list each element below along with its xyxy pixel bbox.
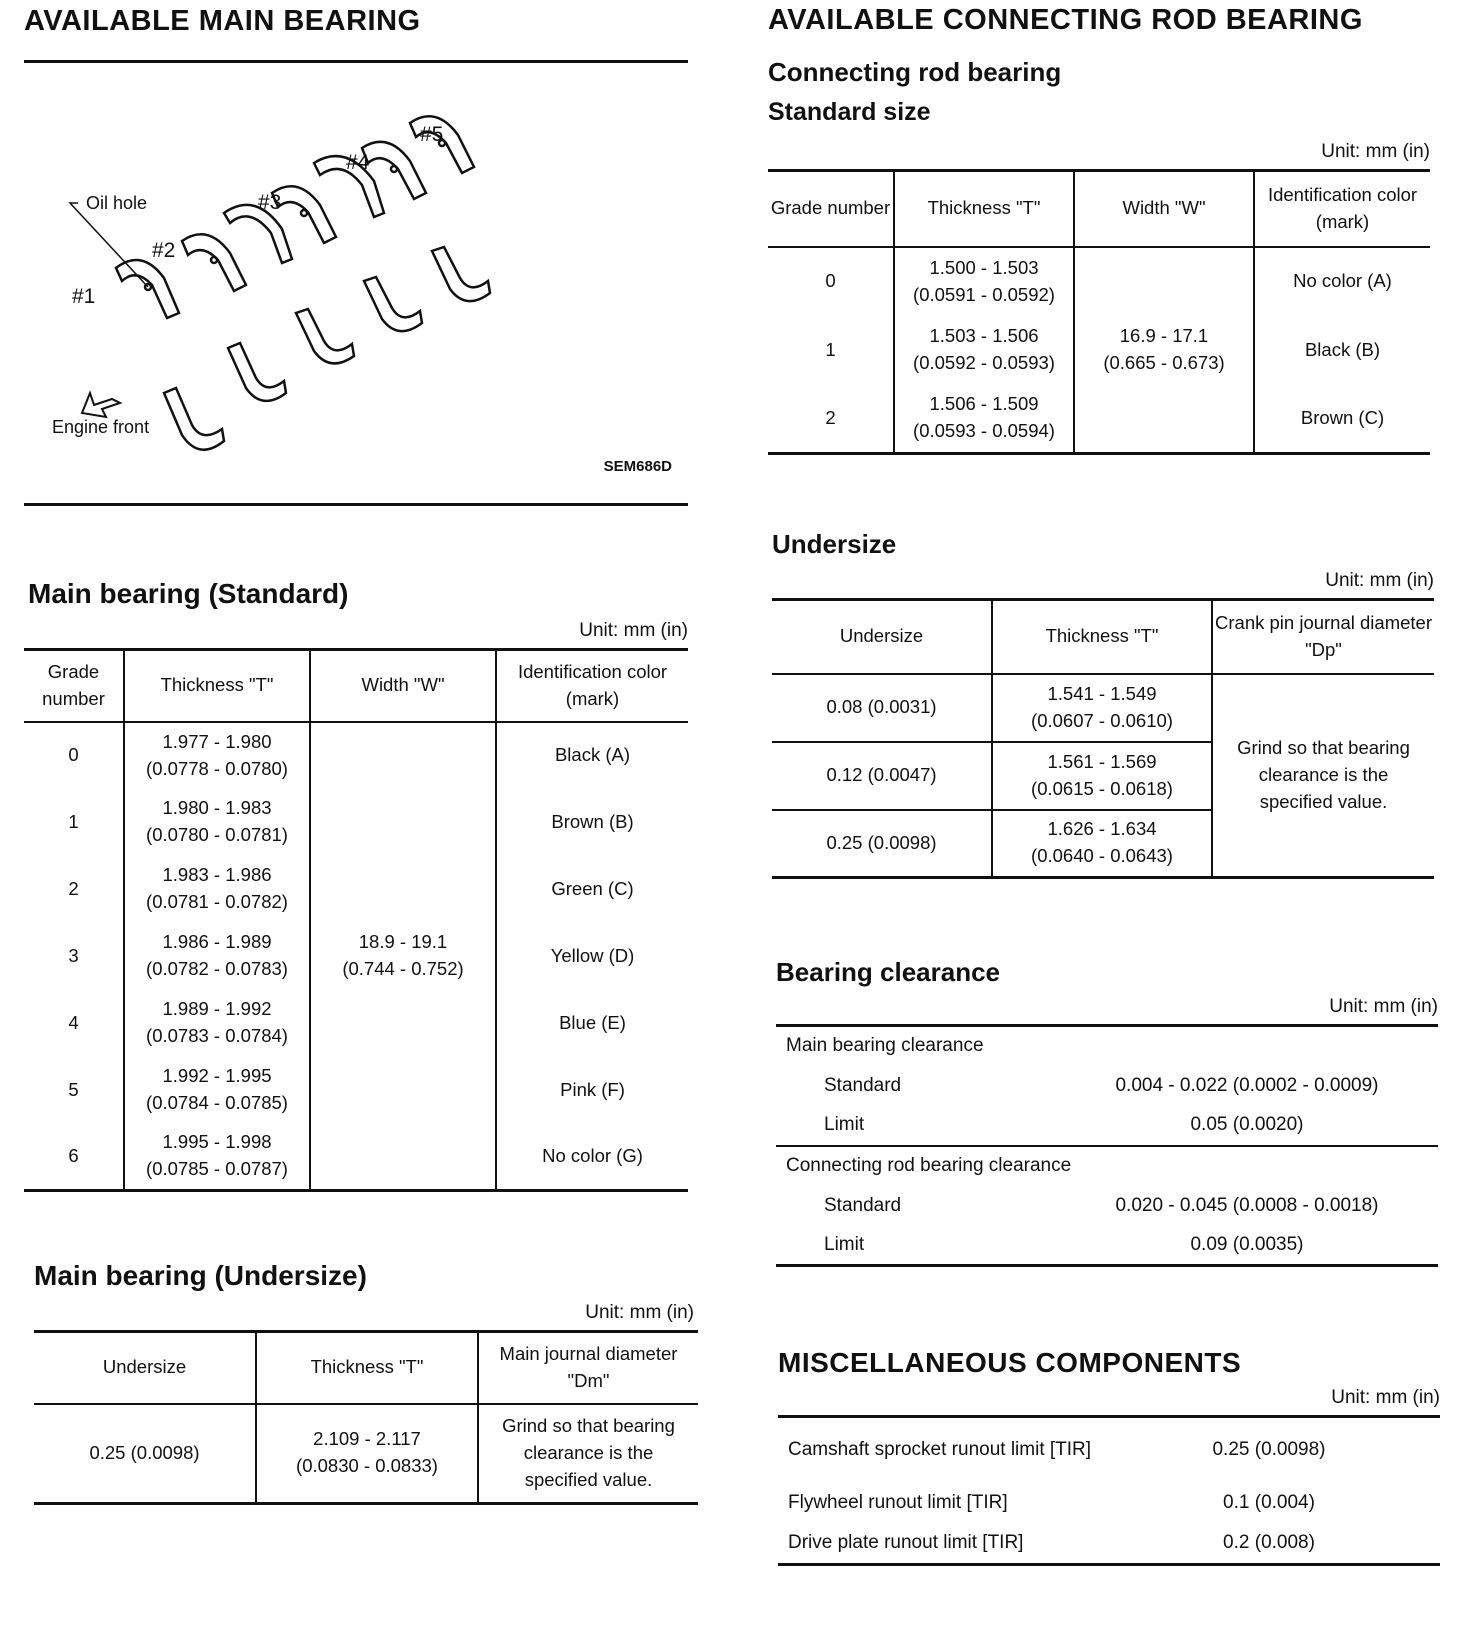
thickness-in: (0.0783 - 0.0784) [146,1025,288,1046]
col-header: Undersize [102,1356,187,1378]
thickness-in: (0.0607 - 0.0610) [1031,709,1173,731]
thickness-mm: 1.995 - 1.998 [162,1131,272,1153]
grade-cell: 1 [825,338,836,360]
undersize-cell: 0.25 (0.0098) [826,831,937,853]
row-value: 0.020 - 0.045 (0.0008 - 0.0018) [1115,1194,1379,1216]
col-header: Thickness "T" [894,171,1074,247]
color-cell: Blue (E) [496,990,688,1057]
conrod-std-table [768,169,1430,455]
main-std-table [24,648,688,1192]
misc-title: MISCELLANEOUS COMPONENTS [778,1347,1242,1378]
thickness-mm: 1.992 - 1.995 [162,1065,272,1087]
color-cell: Pink (F) [496,1057,688,1124]
color-cell: Black (B) [1254,316,1430,385]
table-row [778,1417,1440,1483]
thickness-in: (0.0782 - 0.0783) [146,958,288,979]
col-header: Undersize [839,625,924,647]
table-row [776,1146,1438,1186]
bearing-label-4: #4 [346,151,370,174]
undersize-cell: 0.12 (0.0047) [826,764,937,786]
engine-front-label: Engine front [52,417,150,437]
color-cell: Black (A) [496,722,688,789]
table-row [768,247,1430,316]
grade-cell: 0 [68,744,79,766]
lower-bearing-2 [228,343,286,401]
note-cell: Grind so that bearing clearance is the specified value. [1212,674,1434,878]
table-row [772,674,1434,742]
table-row [776,1066,1438,1106]
bearing-figure [24,63,688,503]
upper-bearing-4 [272,186,336,243]
unit-label: Unit: mm (in) [579,620,688,641]
col-header: Thickness "T" [256,1332,478,1404]
conrod-subtitle: Connecting rod bearing [768,57,1062,87]
thickness-in: (0.0784 - 0.0785) [146,1092,288,1113]
main-under-title: Main bearing (Undersize) [34,1260,367,1291]
rod-clearance-label: Connecting rod bearing clearance [786,1155,1072,1177]
row-label: Camshaft sprocket runout limit [TIR] [788,1439,1092,1461]
row-value: 0.2 (0.008) [1223,1531,1315,1553]
col-header: Width "W" [1074,171,1254,247]
grade-cell: 1 [68,810,79,832]
grade-cell: 3 [68,944,79,966]
col-header: Thickness "T" [992,600,1212,674]
table-row [776,1026,1438,1066]
row-value: 0.004 - 0.022 (0.0002 - 0.0009) [1115,1074,1379,1096]
color-cell: Brown (C) [1254,385,1430,454]
grade-cell: 0 [825,270,836,292]
thickness-mm: 1.561 - 1.569 [1047,750,1157,772]
oil-hole-leader [70,203,148,287]
table-row [34,1404,698,1504]
engine-front-arrow [82,393,120,417]
undersize-title: Undersize [772,529,897,559]
thickness-in: (0.0592 - 0.0593) [913,352,1055,373]
col-header: Identification color (mark) [1254,171,1430,247]
thickness-in: (0.0830 - 0.0833) [296,1455,438,1477]
unit-label: Unit: mm (in) [1329,996,1438,1017]
grade-cell: 4 [68,1011,79,1033]
table-row [776,1226,1438,1266]
table-row [776,1106,1438,1146]
width-in: (0.665 - 0.673) [1103,351,1225,373]
lower-bearing-3 [296,309,354,363]
thickness-mm: 2.109 - 2.117 [313,1428,421,1450]
row-label: Flywheel runout limit [TIR] [788,1491,1008,1513]
color-cell: Green (C) [496,856,688,923]
thickness-mm: 1.506 - 1.509 [929,393,1039,415]
color-cell: No color (A) [1254,247,1430,316]
thickness-mm: 1.986 - 1.989 [162,931,272,953]
clearance-title: Bearing clearance [776,957,1001,987]
lower-bearing-5 [432,247,490,301]
lower-bearing-4 [364,277,422,331]
thickness-in: (0.0778 - 0.0780) [146,757,288,779]
row-value: 0.05 (0.0020) [1190,1114,1304,1136]
clearance-table [776,1024,1438,1267]
grade-cell: 2 [825,406,836,428]
unit-label: Unit: mm (in) [1331,1387,1440,1408]
row-value: 0.1 (0.004) [1223,1491,1315,1513]
thickness-mm: 1.977 - 1.980 [162,730,272,752]
bearing-label-3: #3 [258,191,282,214]
col-header: Main journal diameter "Dm" [478,1332,698,1404]
row-label: Limit [824,1114,865,1136]
unit-label: Unit: mm (in) [1321,141,1430,162]
width-mm: 16.9 - 17.1 [1119,324,1209,346]
figure-code: SEM686D [603,458,672,475]
grade-cell: 5 [68,1078,79,1100]
table-row [24,722,688,789]
bearing-label-1: #1 [72,285,96,308]
col-header: Thickness "T" [124,650,310,722]
thickness-mm: 1.503 - 1.506 [929,325,1039,347]
table-row [778,1523,1440,1565]
thickness-mm: 1.983 - 1.986 [162,864,272,886]
lower-bearing-1 [164,388,224,450]
note-cell: Grind so that bearing clearance is the specified value. [478,1404,698,1504]
thickness-mm: 1.989 - 1.992 [162,998,272,1020]
thickness-mm: 1.541 - 1.549 [1047,682,1157,704]
oil-hole-label: Oil hole [86,193,148,213]
row-value: 0.25 (0.0098) [1212,1439,1326,1461]
width-in: (0.744 - 0.752) [342,957,464,979]
row-value: 0.09 (0.0035) [1190,1233,1304,1255]
color-cell: Brown (B) [496,789,688,856]
col-header: Grade number [770,197,891,219]
thickness-in: (0.0640 - 0.0643) [1031,845,1173,867]
undersize-cell: 0.25 (0.0098) [89,1441,200,1463]
color-cell: Yellow (D) [496,923,688,990]
unit-label: Unit: mm (in) [1325,570,1434,591]
thickness-in: (0.0591 - 0.0592) [913,283,1055,305]
thickness-mm: 1.626 - 1.634 [1047,818,1157,840]
grade-cell: 6 [68,1144,79,1166]
divider [24,503,688,506]
thickness-mm: 1.500 - 1.503 [929,256,1039,278]
row-label: Limit [824,1233,865,1255]
table-row [778,1483,1440,1523]
unit-label: Unit: mm (in) [585,1302,694,1323]
upper-bearing-6 [362,142,426,199]
color-cell: No color (G) [496,1124,688,1191]
conrod-title: AVAILABLE CONNECTING ROD BEARING [768,4,1363,36]
col-header: Width "W" [310,650,496,722]
main-under-table [34,1330,698,1505]
thickness-in: (0.0780 - 0.0781) [146,824,288,845]
grade-cell: 2 [68,877,79,899]
standard-size-title: Standard size [768,98,931,126]
main-bearing-title: AVAILABLE MAIN BEARING [24,5,421,37]
thickness-in: (0.0785 - 0.0787) [146,1158,288,1180]
bearing-label-5: #5 [420,123,444,146]
row-label: Standard [824,1194,902,1216]
right-column [768,0,1448,1566]
thickness-in: (0.0781 - 0.0782) [146,891,288,912]
table-row [776,1186,1438,1226]
thickness-in: (0.0593 - 0.0594) [913,420,1055,442]
bearing-label-2: #2 [152,239,176,262]
main-clearance-label: Main bearing clearance [786,1035,984,1057]
row-label: Standard [824,1074,902,1096]
undersize-cell: 0.08 (0.0031) [826,696,937,718]
row-label: Drive plate runout limit [TIR] [788,1531,1024,1553]
misc-table [778,1415,1440,1566]
main-std-title: Main bearing (Standard) [28,578,349,609]
col-header: Crank pin journal diameter "Dp" [1212,600,1434,674]
thickness-mm: 1.980 - 1.983 [162,797,272,819]
thickness-in: (0.0615 - 0.0618) [1031,777,1173,799]
col-header: Identification color (mark) [496,650,688,722]
col-header: Grade number [42,660,105,709]
width-mm: 18.9 - 19.1 [358,930,448,952]
left-column [24,0,704,1505]
conrod-under-table [772,598,1434,879]
